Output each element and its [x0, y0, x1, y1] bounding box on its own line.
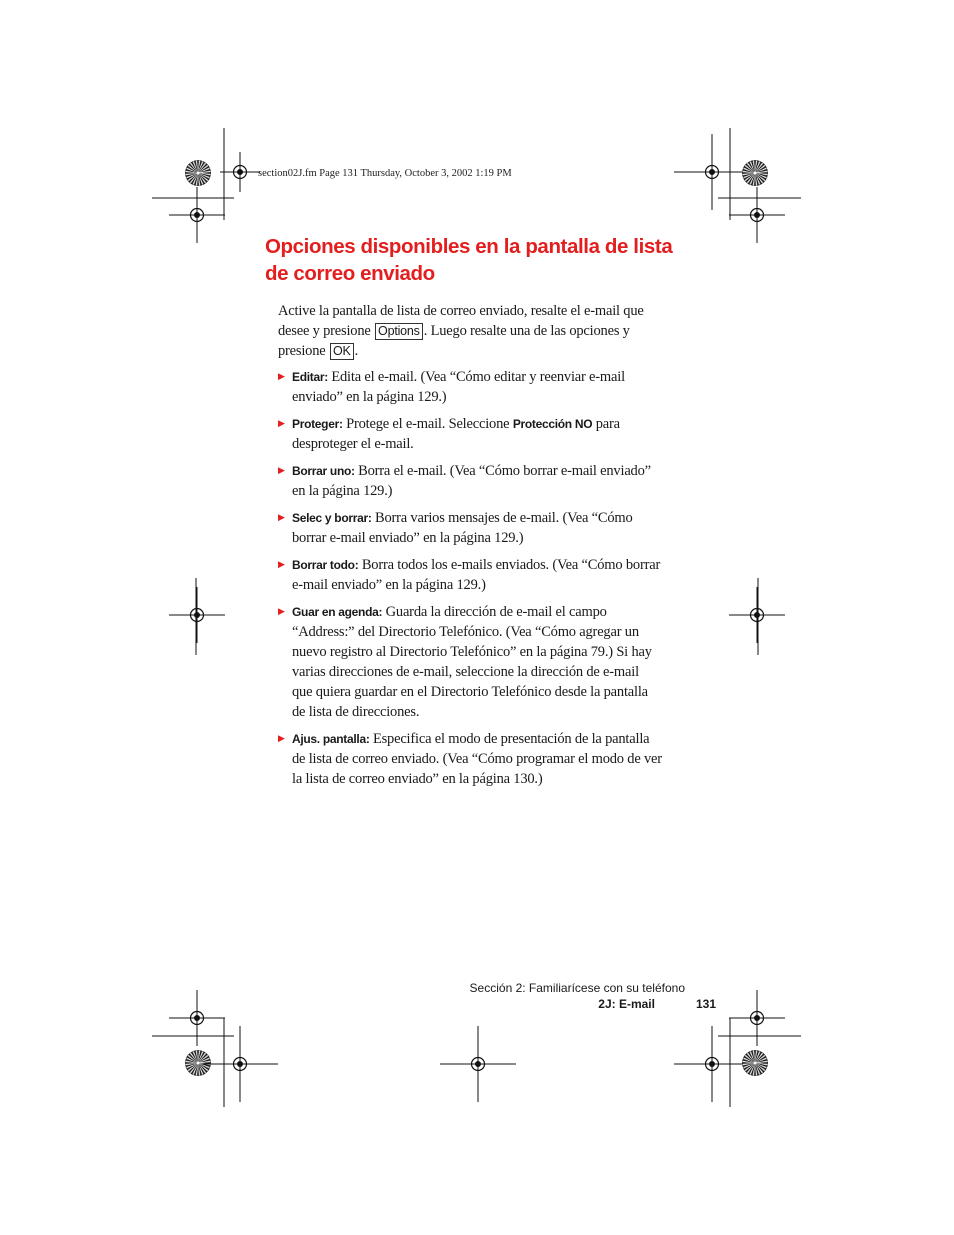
option-term: Ajus. pantalla: [292, 732, 370, 746]
list-item-proteger [278, 414, 662, 454]
bullet-arrow-icon: ▶ [278, 466, 285, 476]
option-desc: Borra todos los e-mails enviados. (Vea “Cómo borrar e-mail enviado” en la página 129.) [292, 557, 661, 593]
intro-text-3: . [354, 343, 359, 359]
option-term-inline: Protección NO [512, 417, 593, 431]
page-number: 131 [695, 997, 716, 1011]
option-desc: Especifica el modo de presentación de la pantalla de lista de correo enviado. (Vea “Cómo programar el modo de ver la lista de correo enviado” en la página 130.) [292, 731, 662, 787]
option-desc: para desproteger el e-mail. [292, 416, 620, 452]
color-bar-starburst-icon [186, 161, 211, 186]
option-term: Borrar uno: [292, 464, 355, 478]
intro-paragraph [278, 301, 662, 361]
list-item-ajus-pantalla [278, 729, 662, 789]
option-desc: Protege el e-mail. Seleccione [342, 416, 513, 432]
file-slug: section02J.fm Page 131 Thursday, October 3, 2002 1:19 PM [258, 168, 512, 179]
bullet-arrow-icon: ▶ [278, 607, 285, 617]
list-item-selec-borrar [278, 508, 662, 548]
bullet-arrow-icon: ▶ [278, 513, 285, 523]
bullet-arrow-icon: ▶ [278, 419, 285, 429]
options-list [278, 367, 662, 789]
option-term: Editar: [292, 370, 328, 384]
option-desc: Borra el e-mail. (Vea “Cómo borrar e-mail enviado” en la página 129.) [292, 463, 651, 499]
option-term: Proteger: [292, 417, 343, 431]
option-desc: Edita el e-mail. (Vea “Cómo editar y reenviar e-mail enviado” en la página 129.) [292, 369, 625, 405]
option-term: Borrar todo: [292, 558, 359, 572]
list-item-guar-agenda [278, 602, 662, 722]
bullet-arrow-icon: ▶ [278, 372, 285, 382]
page-footer [469, 980, 716, 1012]
option-term: Selec y borrar: [292, 511, 372, 525]
color-bar-starburst-icon [743, 1051, 768, 1076]
option-desc: Guarda la dirección de e-mail el campo “Address:” del Directorio Telefónico. (Vea “Cómo agregar un nuevo registro al Directorio Telefónico” en la página 79.) Si hay varias direcciones de e-mail, seleccione la dirección de e-mail que quiera guardar en el Directorio Telefónico desde la pantalla de lista de direcciones. [292, 604, 652, 720]
bullet-arrow-icon: ▶ [278, 560, 285, 570]
list-item-borrar-todo [278, 555, 662, 595]
color-bar-starburst-icon [186, 1051, 211, 1076]
intro-text-2: . Luego resalte una de las opciones y presione [278, 323, 630, 359]
bullet-arrow-icon: ▶ [278, 734, 285, 744]
footer-chapter: 2J: E-mail [598, 997, 655, 1011]
list-item-borrar-uno [278, 461, 662, 501]
color-bar-starburst-icon [743, 161, 768, 186]
options-key: Options [375, 323, 423, 340]
option-term: Guar en agenda: [292, 605, 383, 619]
body-content [278, 301, 662, 796]
intro-text-1: Active la pantalla de lista de correo enviado, resalte el e-mail que desee y presione [278, 303, 644, 339]
footer-section: Sección 2: Familiarícese con su teléfono [469, 981, 685, 995]
footer-chapter-line [470, 996, 716, 1012]
list-item-editar [278, 367, 662, 407]
ok-key: OK [330, 343, 354, 360]
option-desc: Borra varios mensajes de e-mail. (Vea “Cómo borrar e-mail enviado” en la página 129.) [292, 510, 633, 546]
page-title: Opciones disponibles en la pantalla de lista de correo enviado [265, 235, 673, 285]
